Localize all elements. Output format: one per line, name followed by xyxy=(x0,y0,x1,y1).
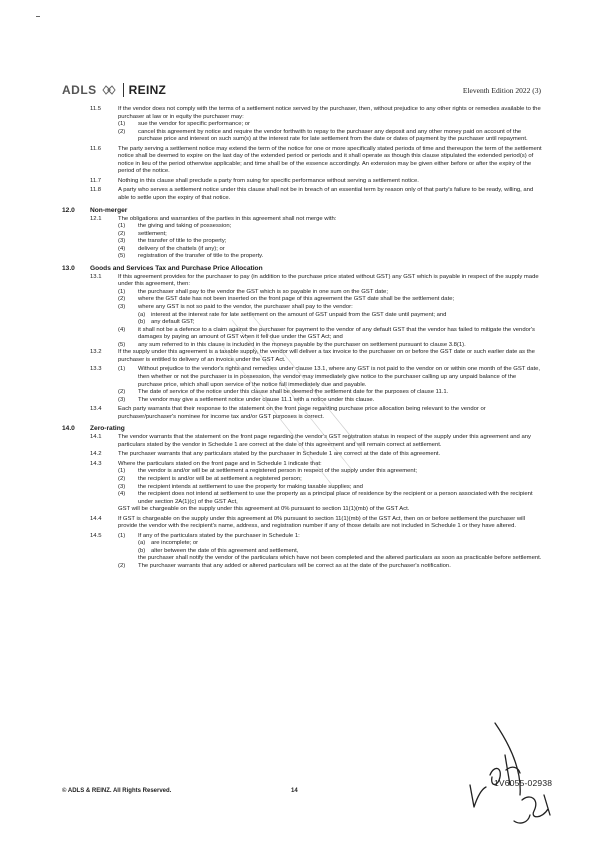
section-heading-14: 14.0 Zero-rating xyxy=(62,425,125,433)
logo-reinz: REINZ xyxy=(128,83,167,97)
footer-copyright: © ADLS & REINZ. All Rights Reserved. xyxy=(62,788,172,794)
clause-14-3-tail: GST will be chargeable on the supply under this agreement at 0% pursuant to section 11(1)(mb) of the GST Act. xyxy=(118,506,410,513)
document-code: 1V6055-02938 xyxy=(494,778,553,788)
clause-13-3-3: (3) The vendor may give a settlement notice under clause 11.1 with a notice under this clause. xyxy=(118,396,375,403)
section-heading-13: 13.0 Goods and Services Tax and Purchase Price Allocation xyxy=(62,264,263,272)
clause-13-1-1: (1) the purchaser shall pay to the vendor the GST which is so payable in one sum on the GST date; xyxy=(118,288,388,295)
clause-11-5-1: (1) sue the vendor for specific performance; or xyxy=(118,121,250,128)
clause-14-5: 14.5 (1) If any of the particulars stated by the purchaser in Schedule 1: (a) are incomplete; or (b) alter between the date of this agreement and settlement, the purchaser shall notify the vendor of the particulars which have not been completed and the altered particulars as soon as practicable before settlement. (2) The purchaser warrants that any added or altered particulars will be correct as at the date of the purchaser's notification. xyxy=(90,532,542,569)
clause-14-5-1-a: (a) are incomplete; or xyxy=(138,540,199,547)
clause-14-3-1: (1) the vendor is and/or will be at settlement a registered person in respect of the supply under this agreement; xyxy=(118,468,417,475)
logo-adls: ADLS xyxy=(62,83,97,97)
clause-13-1-5: (5) any sum referred to in this clause is included in the moneys payable by the purchaser on settlement pursuant to clause 3.8(1). xyxy=(118,341,466,348)
edition-label: Eleventh Edition 2022 (3) xyxy=(462,86,541,95)
clause-12-1-2: (2) settlement; xyxy=(118,230,167,237)
clause-14-5-1: (1) If any of the particulars stated by the purchaser in Schedule 1: xyxy=(118,532,300,539)
clause-13-1-3-b: (b) any default GST; xyxy=(138,319,195,326)
clause-13-3-2: (2) The date of service of the notice under this clause shall be deemed the settlement date for the purposes of clause 11.1. xyxy=(118,389,449,396)
clause-14-1: 14.1 The vendor warrants that the statement on the front page regarding the vendor's GST registration status in respect of the supply under this agreement and any particulars stated by the vendor in Schedule 1 are correct at the date of this agreement and will remain correct at settlement. xyxy=(90,434,531,448)
clause-12-1-4: (4) delivery of the chattels (if any); or xyxy=(118,245,225,252)
clause-14-4: 14.4 If GST is chargeable on the supply under this agreement at 0% pursuant to section 11(1)(mb) of the GST Act, then on or before settlement the purchaser will provide the vendor with the recipient's name, address, and registration number if any of those details are not included in Schedule 1 or they have altered. xyxy=(90,515,525,530)
clause-14-3-2: (2) the recipient is and/or will be at settlement a registered person; xyxy=(118,475,302,482)
clause-13-2: 13.2 If the supply under this agreement is a taxable supply, the vendor will deliver a tax invoice to the purchaser on or before the GST date or such earlier date as the purchaser is entitled to delivery of an invoice under the GST Act. xyxy=(90,349,535,363)
clause-12-1-1: (1) the giving and taking of possession; xyxy=(118,223,232,230)
clause-11-7: 11.7 Nothing in this clause shall preclude a party from suing for specific performance without serving a settlement notice. xyxy=(90,177,419,184)
clause-13-1-3-a: (a) interest at the interest rate for late settlement on the amount of GST unpaid from the GST date until payment; and xyxy=(138,311,447,318)
clause-14-3-3: (3) the recipient intends at settlement to use the property for making taxable supplies; and xyxy=(118,483,363,490)
header-logo xyxy=(62,83,166,97)
clause-12-1: 12.1 The obligations and warranties of the parties in this agreement shall not merge with: xyxy=(90,215,337,222)
handwritten-initials-icon xyxy=(450,715,560,830)
clause-14-3: 14.3 Where the particulars stated on the front page and in Schedule 1 indicate that: xyxy=(90,460,322,467)
clause-11-5: 11.5 If the vendor does not comply with the terms of a settlement notice served by the purchaser, then, without prejudice to any other rights or remedies available to the purchaser at law or in equity the purchaser may: xyxy=(90,106,541,120)
section-heading-12: 12.0 Non-merger xyxy=(62,206,128,214)
clause-12-1-3: (3) the transfer of title to the property; xyxy=(118,238,227,245)
clause-11-5-2: (2) cancel this agreement by notice and require the vendor forthwith to repay to the purchaser any deposit and any other money paid on account of the purchase price and interest on such sum(s) at the interest rate for late settlement from the date or dates of payment by the purchaser until repayment. xyxy=(118,128,528,143)
clause-13-1-3: (3) where any GST is not so paid to the vendor, the purchaser shall pay to the vendor: xyxy=(118,304,353,311)
clauses-body xyxy=(62,106,542,571)
clause-11-6: 11.6 The party serving a settlement notice may extend the term of the notice for one or more specifically stated periods of time and thereupon the term of the settlement notice shall be deemed to expire on the last day of the extended period or periods and it shall operate as though this clause stipulated the extended period(s) of notice in lieu of the period otherwise applicable; and time shall be of the essence accordingly. An extension may be given either before or after the expiry of the period of the notice. xyxy=(90,145,542,175)
clause-14-5-1-b: (b) alter between the date of this agreement and settlement, xyxy=(138,547,299,554)
clause-13-4: 13.4 Each party warrants that their response to the statement on the front page regarding purchase price allocation being relevant to the vendor or purchaser/purchaser's nominee for income tax and/or GST purposes is correct. xyxy=(90,406,486,420)
clause-13-1-4: (4) it shall not be a defence to a claim against the purchaser for payment to the vendor of any default GST that the vendor has failed to mitigate the vendor's damages by paying an amount of GST when it fell due under the GST Act; and xyxy=(118,326,535,341)
page-number: 14 xyxy=(291,788,298,794)
logo-separator xyxy=(123,83,124,97)
clause-13-1-2: (2) where the GST date has not been inserted on the front page of this agreement the GST date shall be the settlement date; xyxy=(118,296,455,303)
scan-mark xyxy=(36,16,40,17)
clause-13-1: 13.1 If this agreement provides for the purchaser to pay (in addition to the purchase price stated without GST) any GST which is payable in respect of the supply made under this agreement, then: xyxy=(90,273,539,288)
clause-14-3-4: (4) the recipient does not intend at settlement to use the property as a principal place of residence by the recipient or a person associated with the recipient under section 2A(1)(c) of the GST Act, xyxy=(118,491,533,505)
clause-12-1-5: (5) registration of the transfer of title to the property. xyxy=(118,253,264,260)
clause-13-3-1: (1) Without prejudice to the vendor's rights and remedies under clause 13.1, where any GST is not paid to the vendor on or within one month of the GST date, then whether or not the purchaser is in possession, the vendor may immediately give notice to the purchaser calling up any unpaid balance of the purchase price, which shall upon service of the notice fall immediately due and payable. xyxy=(118,366,541,388)
clause-13-3: 13.3 (1) Without prejudice to the vendor's rights and remedies under clause 13.1, where any GST is not paid to the vendor on or within one month of the GST date, then whether or not the purchaser is in possession, the vendor may immediately give notice to the purchaser calling up any unpaid balance of the purchase price, which shall upon service of the notice fall immediately due and payable. (2) The date of service of the notice under this clause shall be deemed the settlement date for the purposes of clause 11.1. (3) The vendor may give a settlement notice under clause 11.1 with a notice under this clause. xyxy=(90,366,541,403)
clause-11-8: 11.8 A party who serves a settlement notice under this clause shall not be in breach of an essential term by reason only of that party's failure to be ready, willing, and able to settle upon the expiry of that notice. xyxy=(90,187,534,202)
crest-icon xyxy=(101,84,117,96)
clause-14-2: 14.2 The purchaser warrants that any particulars stated by the purchaser in Schedule 1 are correct at the date of this agreement. xyxy=(90,451,441,458)
clause-14-5-2: (2) The purchaser warrants that any added or altered particulars will be correct as at the date of the purchaser's notification. xyxy=(118,562,451,569)
clause-14-5-1-tail: the purchaser shall notify the vendor of the particulars which have not been completed and the altered particulars as soon as practicable before settlement. xyxy=(138,555,542,562)
